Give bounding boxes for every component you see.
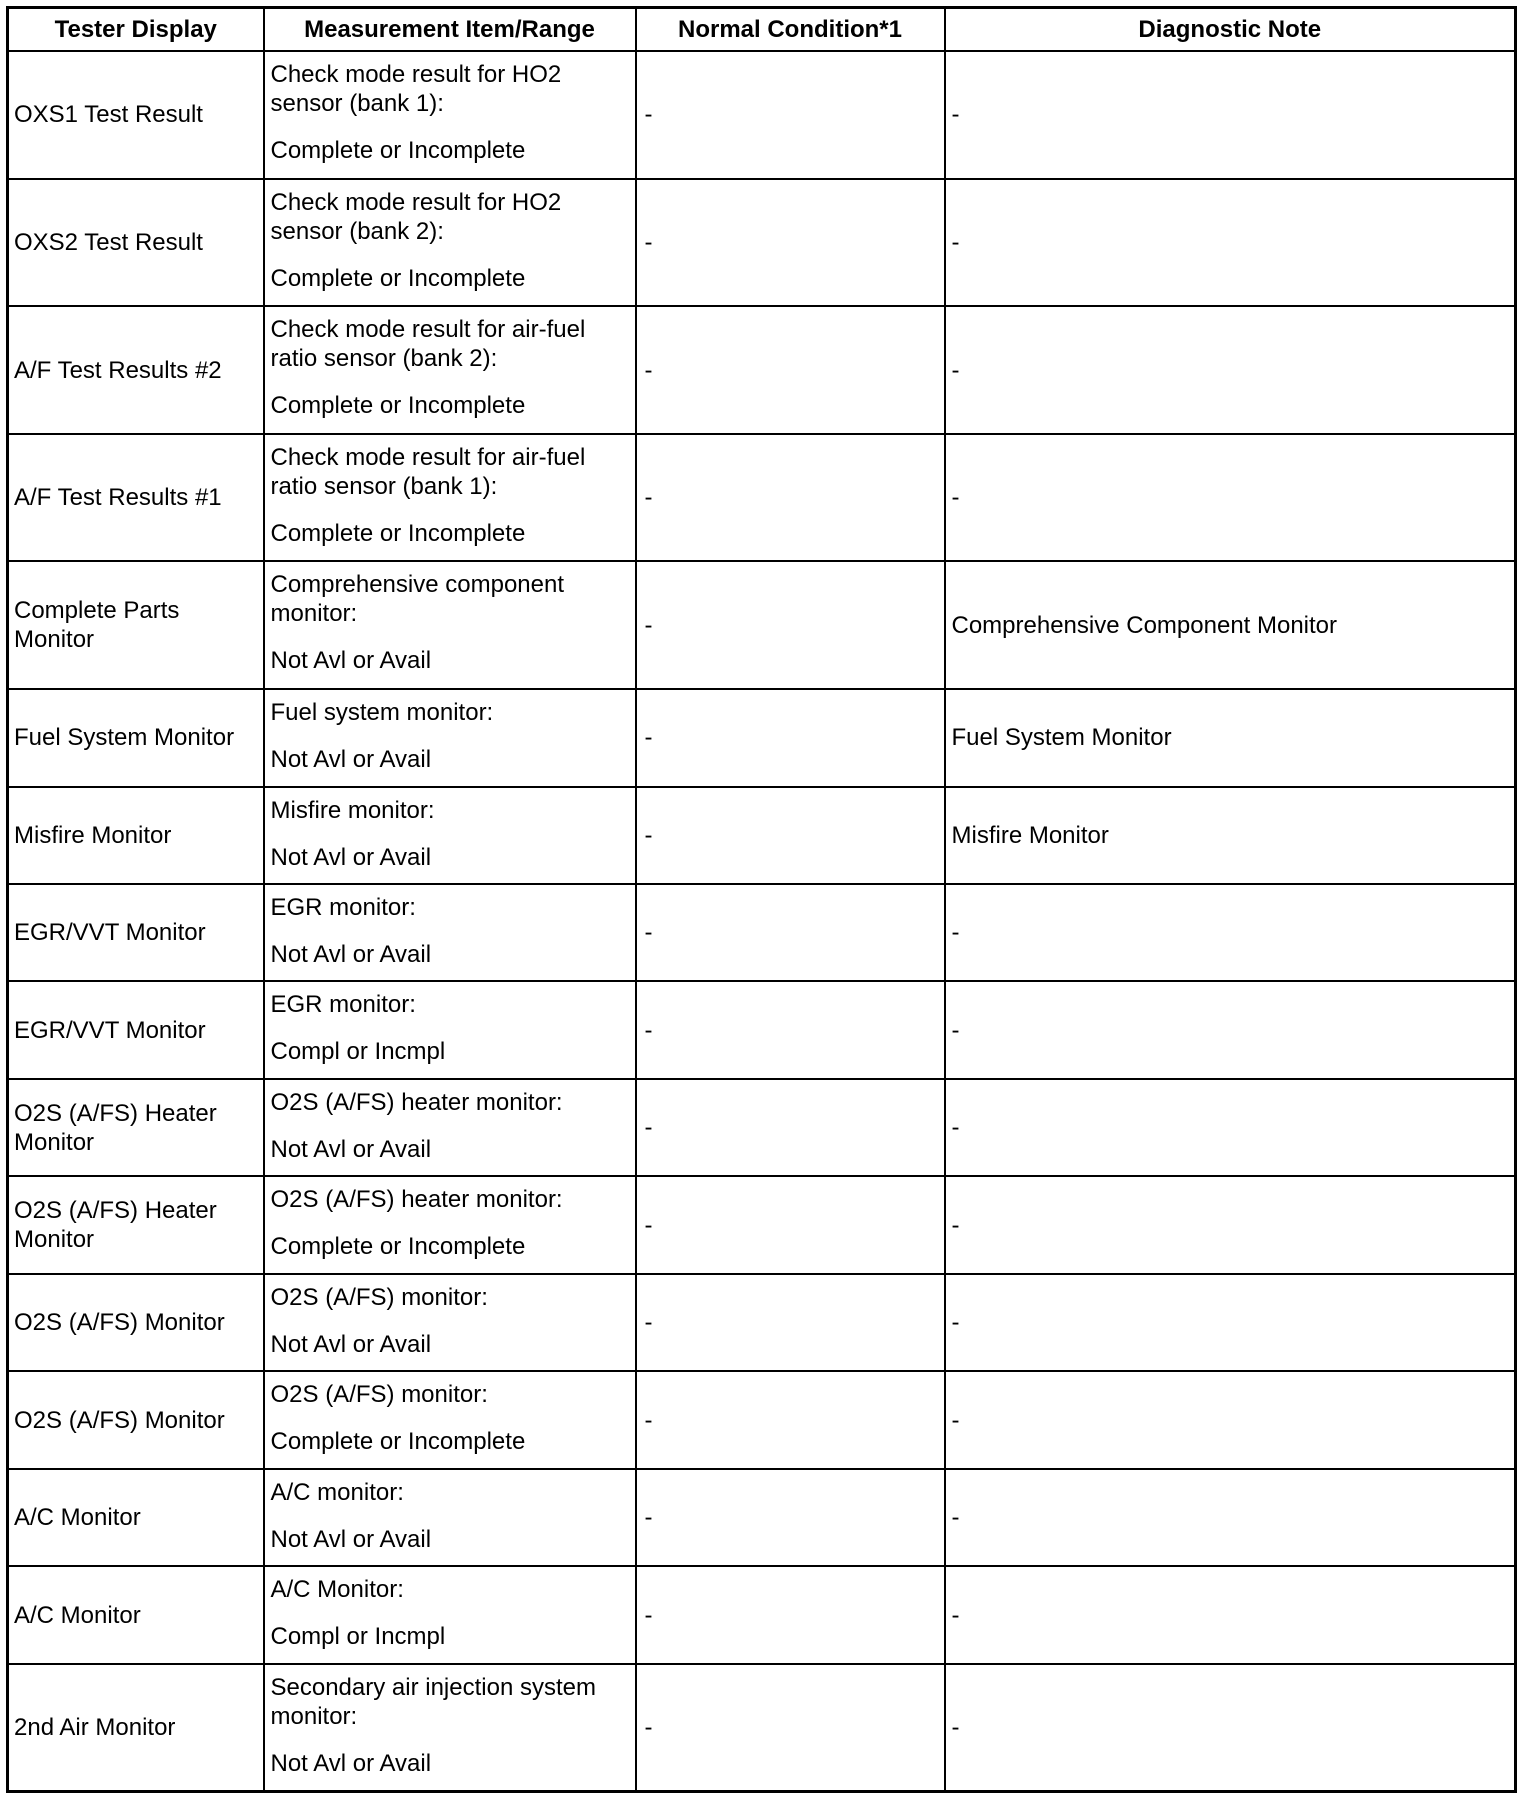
normal-condition-cell: - bbox=[636, 306, 945, 434]
table-row bbox=[8, 787, 1516, 884]
diagnostic-note-cell: - bbox=[945, 1079, 1516, 1176]
measurement-item-cell bbox=[264, 1566, 636, 1663]
normal-condition-cell: - bbox=[636, 561, 945, 689]
normal-condition-cell: - bbox=[636, 1664, 945, 1792]
measurement-item-text: Comprehensive component monitor: bbox=[270, 571, 564, 628]
header-measurement-item: Measurement Item/Range bbox=[264, 8, 636, 52]
measurement-range-text: Not Avl or Avail bbox=[270, 746, 432, 774]
measurement-range-text: Not Avl or Avail bbox=[270, 843, 432, 871]
measurement-item-text: Check mode result for HO2 sensor (bank 1): bbox=[270, 61, 562, 117]
normal-condition-cell: - bbox=[636, 787, 945, 884]
normal-condition-cell: - bbox=[636, 884, 945, 981]
diagnostic-note-cell: Fuel System Monitor bbox=[945, 689, 1516, 786]
measurement-item-cell bbox=[264, 1664, 636, 1792]
normal-condition-cell: - bbox=[636, 1274, 945, 1371]
table-row bbox=[8, 1079, 1516, 1176]
table-row bbox=[8, 306, 1516, 434]
tester-display-cell: A/F Test Results #2 bbox=[8, 306, 264, 434]
measurement-range-text: Complete or Incomplete bbox=[270, 519, 526, 547]
table-row bbox=[8, 1664, 1516, 1792]
table-row bbox=[8, 1176, 1516, 1273]
normal-condition-cell: - bbox=[636, 1176, 945, 1273]
diagnostic-note-cell: - bbox=[945, 179, 1516, 307]
tester-display-cell: EGR/VVT Monitor bbox=[8, 981, 264, 1078]
measurement-item-cell bbox=[264, 179, 636, 307]
measurement-range-text: Complete or Incomplete bbox=[270, 264, 526, 292]
measurement-item-cell bbox=[264, 1079, 636, 1176]
table-row bbox=[8, 179, 1516, 307]
table-row bbox=[8, 51, 1516, 179]
tester-display-cell: O2S (A/FS) Heater Monitor bbox=[8, 1176, 264, 1273]
measurement-item-cell bbox=[264, 884, 636, 981]
tester-display-cell: Fuel System Monitor bbox=[8, 689, 264, 786]
normal-condition-cell: - bbox=[636, 1079, 945, 1176]
measurement-range-text: Compl or Incmpl bbox=[270, 1038, 446, 1066]
measurement-range-text: Complete or Incomplete bbox=[270, 392, 526, 420]
diagnostic-note-cell: - bbox=[945, 1274, 1516, 1371]
normal-condition-cell: - bbox=[636, 434, 945, 562]
tester-display-cell: EGR/VVT Monitor bbox=[8, 884, 264, 981]
measurement-item-cell bbox=[264, 1371, 636, 1468]
measurement-range-text: Not Avl or Avail bbox=[270, 1135, 432, 1163]
measurement-item-text: O2S (A/FS) heater monitor: bbox=[270, 1186, 563, 1214]
measurement-item-text: Check mode result for air-fuel ratio sensor (bank 1): bbox=[270, 443, 586, 500]
diagnostic-note-cell: - bbox=[945, 1664, 1516, 1792]
diagnostic-note-cell: - bbox=[945, 981, 1516, 1078]
tester-display-cell: Complete Parts Monitor bbox=[8, 561, 264, 689]
table-row bbox=[8, 561, 1516, 689]
measurement-item-cell bbox=[264, 689, 636, 786]
measurement-item-text: Fuel system monitor: bbox=[270, 699, 494, 727]
measurement-item-cell bbox=[264, 981, 636, 1078]
measurement-item-text: Secondary air injection system monitor: bbox=[270, 1673, 596, 1730]
tester-display-cell: A/F Test Results #1 bbox=[8, 434, 264, 562]
tester-display-cell: 2nd Air Monitor bbox=[8, 1664, 264, 1792]
measurement-range-text: Complete or Incomplete bbox=[270, 1233, 526, 1261]
monitor-status-table bbox=[6, 6, 1517, 1793]
measurement-range-text: Compl or Incmpl bbox=[270, 1623, 446, 1651]
tester-display-cell: OXS2 Test Result bbox=[8, 179, 264, 307]
measurement-item-text: EGR monitor: bbox=[270, 893, 416, 921]
measurement-item-cell bbox=[264, 306, 636, 434]
measurement-item-cell bbox=[264, 1274, 636, 1371]
normal-condition-cell: - bbox=[636, 1566, 945, 1663]
measurement-range-text: Not Avl or Avail bbox=[270, 940, 432, 968]
measurement-range-text: Not Avl or Avail bbox=[270, 1525, 432, 1553]
table-row bbox=[8, 434, 1516, 562]
measurement-item-text: A/C Monitor: bbox=[270, 1576, 404, 1604]
measurement-range-text: Not Avl or Avail bbox=[270, 1749, 432, 1777]
table-row bbox=[8, 1371, 1516, 1468]
table-row bbox=[8, 884, 1516, 981]
diagnostic-note-cell: - bbox=[945, 884, 1516, 981]
measurement-range-text: Complete or Incomplete bbox=[270, 1428, 526, 1456]
header-tester-display: Tester Display bbox=[8, 8, 264, 52]
measurement-item-text: O2S (A/FS) heater monitor: bbox=[270, 1088, 563, 1116]
measurement-item-text: O2S (A/FS) monitor: bbox=[270, 1381, 488, 1409]
measurement-item-text: Check mode result for HO2 sensor (bank 2): bbox=[270, 188, 562, 245]
table-row bbox=[8, 981, 1516, 1078]
normal-condition-cell: - bbox=[636, 51, 945, 179]
table-row bbox=[8, 1469, 1516, 1566]
normal-condition-cell: - bbox=[636, 1371, 945, 1468]
tester-display-cell: O2S (A/FS) Monitor bbox=[8, 1371, 264, 1468]
diagnostic-note-cell: - bbox=[945, 51, 1516, 179]
diagnostic-note-cell: - bbox=[945, 1566, 1516, 1663]
diagnostic-note-cell: Comprehensive Component Monitor bbox=[945, 561, 1516, 689]
diagnostic-note-cell: Misfire Monitor bbox=[945, 787, 1516, 884]
tester-display-cell: O2S (A/FS) Monitor bbox=[8, 1274, 264, 1371]
measurement-range-text: Not Avl or Avail bbox=[270, 1330, 432, 1358]
diagnostic-note-cell: - bbox=[945, 1371, 1516, 1468]
normal-condition-cell: - bbox=[636, 179, 945, 307]
tester-display-cell: OXS1 Test Result bbox=[8, 51, 264, 179]
measurement-item-text: O2S (A/FS) monitor: bbox=[270, 1283, 488, 1311]
normal-condition-cell: - bbox=[636, 1469, 945, 1566]
tester-display-cell: A/C Monitor bbox=[8, 1566, 264, 1663]
header-row bbox=[8, 8, 1516, 52]
diagnostic-note-cell: - bbox=[945, 1469, 1516, 1566]
header-normal-condition: Normal Condition*1 bbox=[636, 8, 945, 52]
normal-condition-cell: - bbox=[636, 689, 945, 786]
measurement-item-text: Misfire monitor: bbox=[270, 796, 435, 824]
tester-display-cell: Misfire Monitor bbox=[8, 787, 264, 884]
table-row bbox=[8, 1566, 1516, 1663]
measurement-item-cell bbox=[264, 561, 636, 689]
measurement-item-text: Check mode result for air-fuel ratio sensor (bank 2): bbox=[270, 316, 586, 373]
diagnostic-note-cell: - bbox=[945, 434, 1516, 562]
measurement-range-text: Complete or Incomplete bbox=[270, 137, 526, 164]
diagnostic-note-cell: - bbox=[945, 306, 1516, 434]
tester-display-cell: O2S (A/FS) Heater Monitor bbox=[8, 1079, 264, 1176]
measurement-range-text: Not Avl or Avail bbox=[270, 647, 432, 675]
measurement-item-cell bbox=[264, 1176, 636, 1273]
measurement-item-text: EGR monitor: bbox=[270, 991, 416, 1019]
measurement-item-cell bbox=[264, 434, 636, 562]
tester-display-cell: A/C Monitor bbox=[8, 1469, 264, 1566]
normal-condition-cell: - bbox=[636, 981, 945, 1078]
measurement-item-text: A/C monitor: bbox=[270, 1478, 404, 1506]
header-diagnostic-note: Diagnostic Note bbox=[945, 8, 1516, 52]
measurement-item-cell bbox=[264, 51, 636, 179]
table-row bbox=[8, 689, 1516, 786]
diagnostic-note-cell: - bbox=[945, 1176, 1516, 1273]
measurement-item-cell bbox=[264, 787, 636, 884]
table-row bbox=[8, 1274, 1516, 1371]
measurement-item-cell bbox=[264, 1469, 636, 1566]
